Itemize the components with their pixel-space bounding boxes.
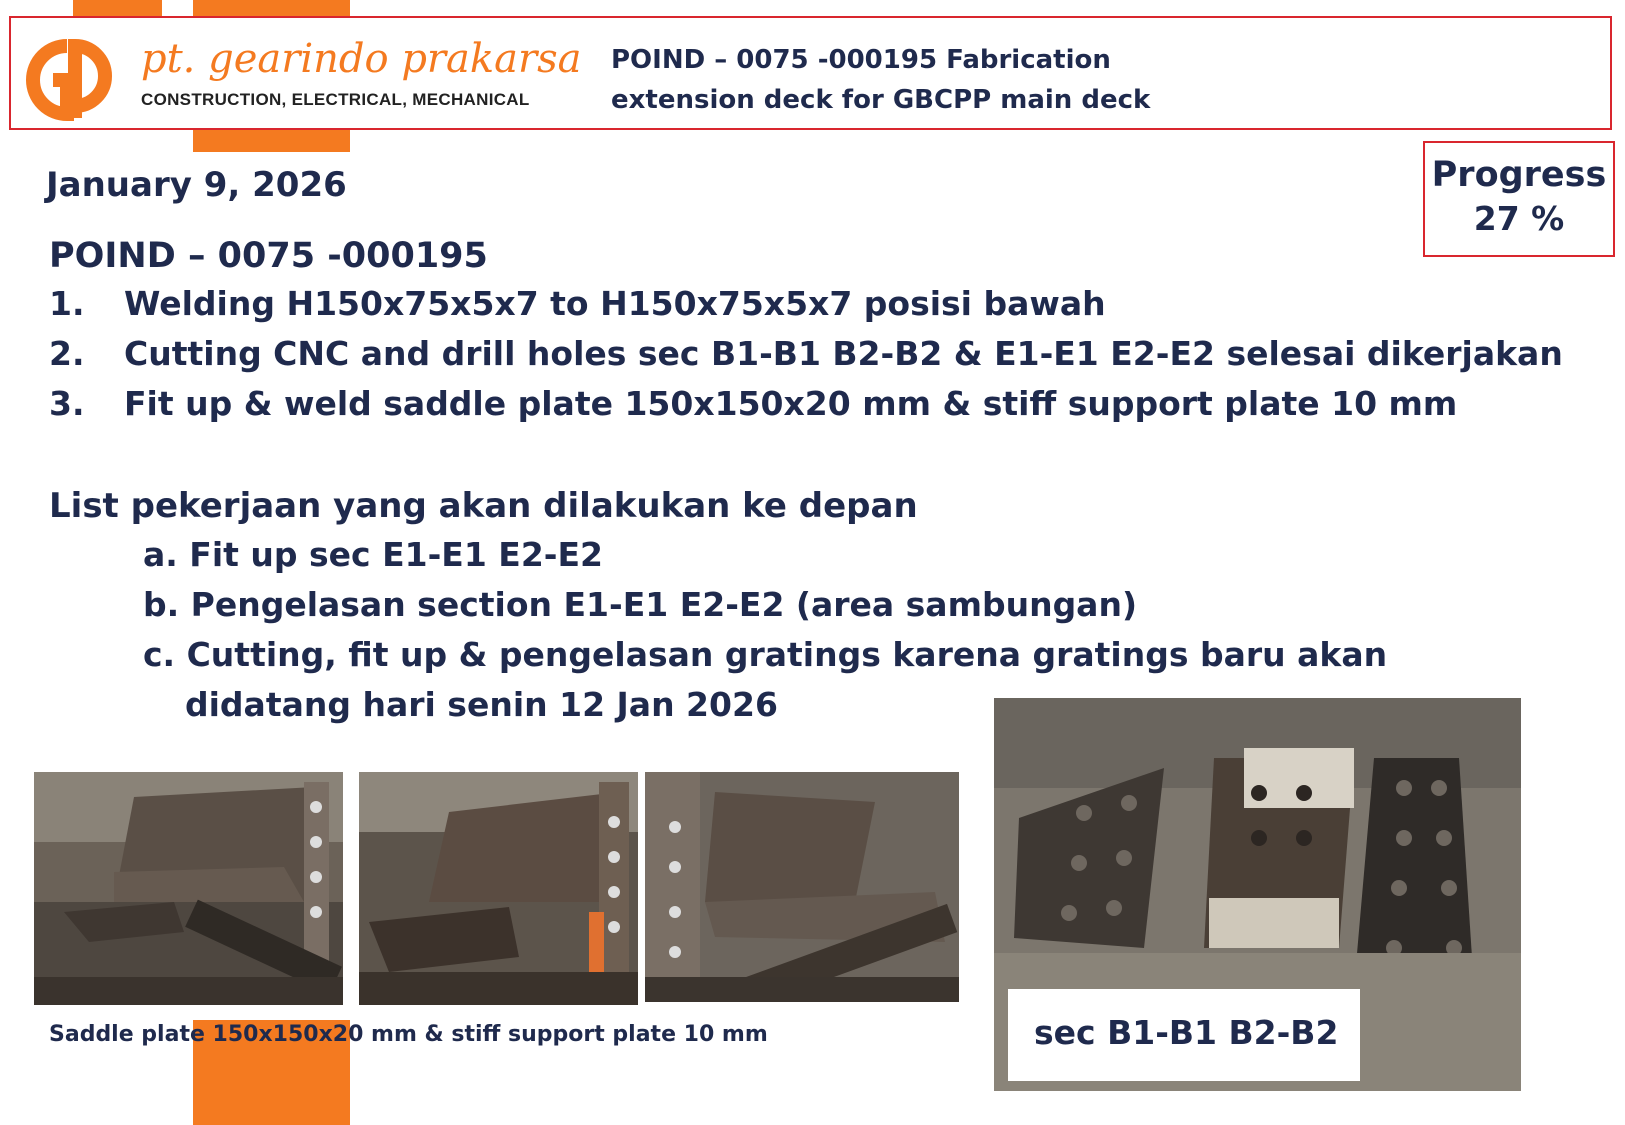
- company-logo-icon: [23, 38, 118, 122]
- list-item: a. Fit up sec E1-E1 E2-E2: [143, 535, 603, 574]
- report-title: [611, 40, 1150, 120]
- list-text: Welding H150x75x5x7 to H150x75x5x7 posisi bawah: [124, 284, 1106, 323]
- list-text: Cutting CNC and drill holes sec B1-B1 B2-B2 & E1-E1 E2-E2 selesai dikerjakan: [124, 334, 1563, 373]
- header: [9, 16, 1612, 130]
- saddle-plate-photo: [359, 772, 638, 1005]
- poind-number: POIND – 0075 -000195: [49, 236, 488, 276]
- report-title-line: POIND – 0075 -000195 Fabrication: [611, 45, 1111, 75]
- future-work-title: List pekerjaan yang akan dilakukan ke depan: [49, 486, 918, 526]
- report-title-line: extension deck for GBCPP main deck: [611, 85, 1151, 115]
- list-item-continuation: didatang hari senin 12 Jan 2026: [185, 685, 778, 724]
- progress-value: 27 %: [1473, 199, 1565, 238]
- report-date: January 9, 2026: [46, 165, 347, 205]
- progress-label: Progress: [1431, 155, 1607, 195]
- list-item: c. Cutting, fit up & pengelasan gratings karena gratings baru akan: [143, 635, 1388, 674]
- list-item: b. Pengelasan section E1-E1 E2-E2 (area sambungan): [143, 585, 1138, 624]
- progress-box: [1423, 141, 1615, 257]
- company-name: pt. gearindo prakarsa: [141, 36, 582, 82]
- orange-accent-bar: [193, 130, 350, 152]
- company-tagline: CONSTRUCTION, ELECTRICAL, MECHANICAL: [141, 90, 530, 109]
- saddle-plate-photo: [34, 772, 343, 1005]
- list-text: Fit up & weld saddle plate 150x150x20 mm & stiff support plate 10 mm: [124, 384, 1458, 423]
- list-number: 2.: [49, 334, 85, 373]
- sec-label: sec B1-B1 B2-B2: [1008, 989, 1360, 1081]
- photo-caption: Saddle plate 150x150x20 mm & stiff support plate 10 mm: [49, 1022, 768, 1047]
- list-number: 1.: [49, 284, 85, 323]
- list-number: 3.: [49, 384, 85, 423]
- saddle-plate-photo: [645, 772, 959, 1002]
